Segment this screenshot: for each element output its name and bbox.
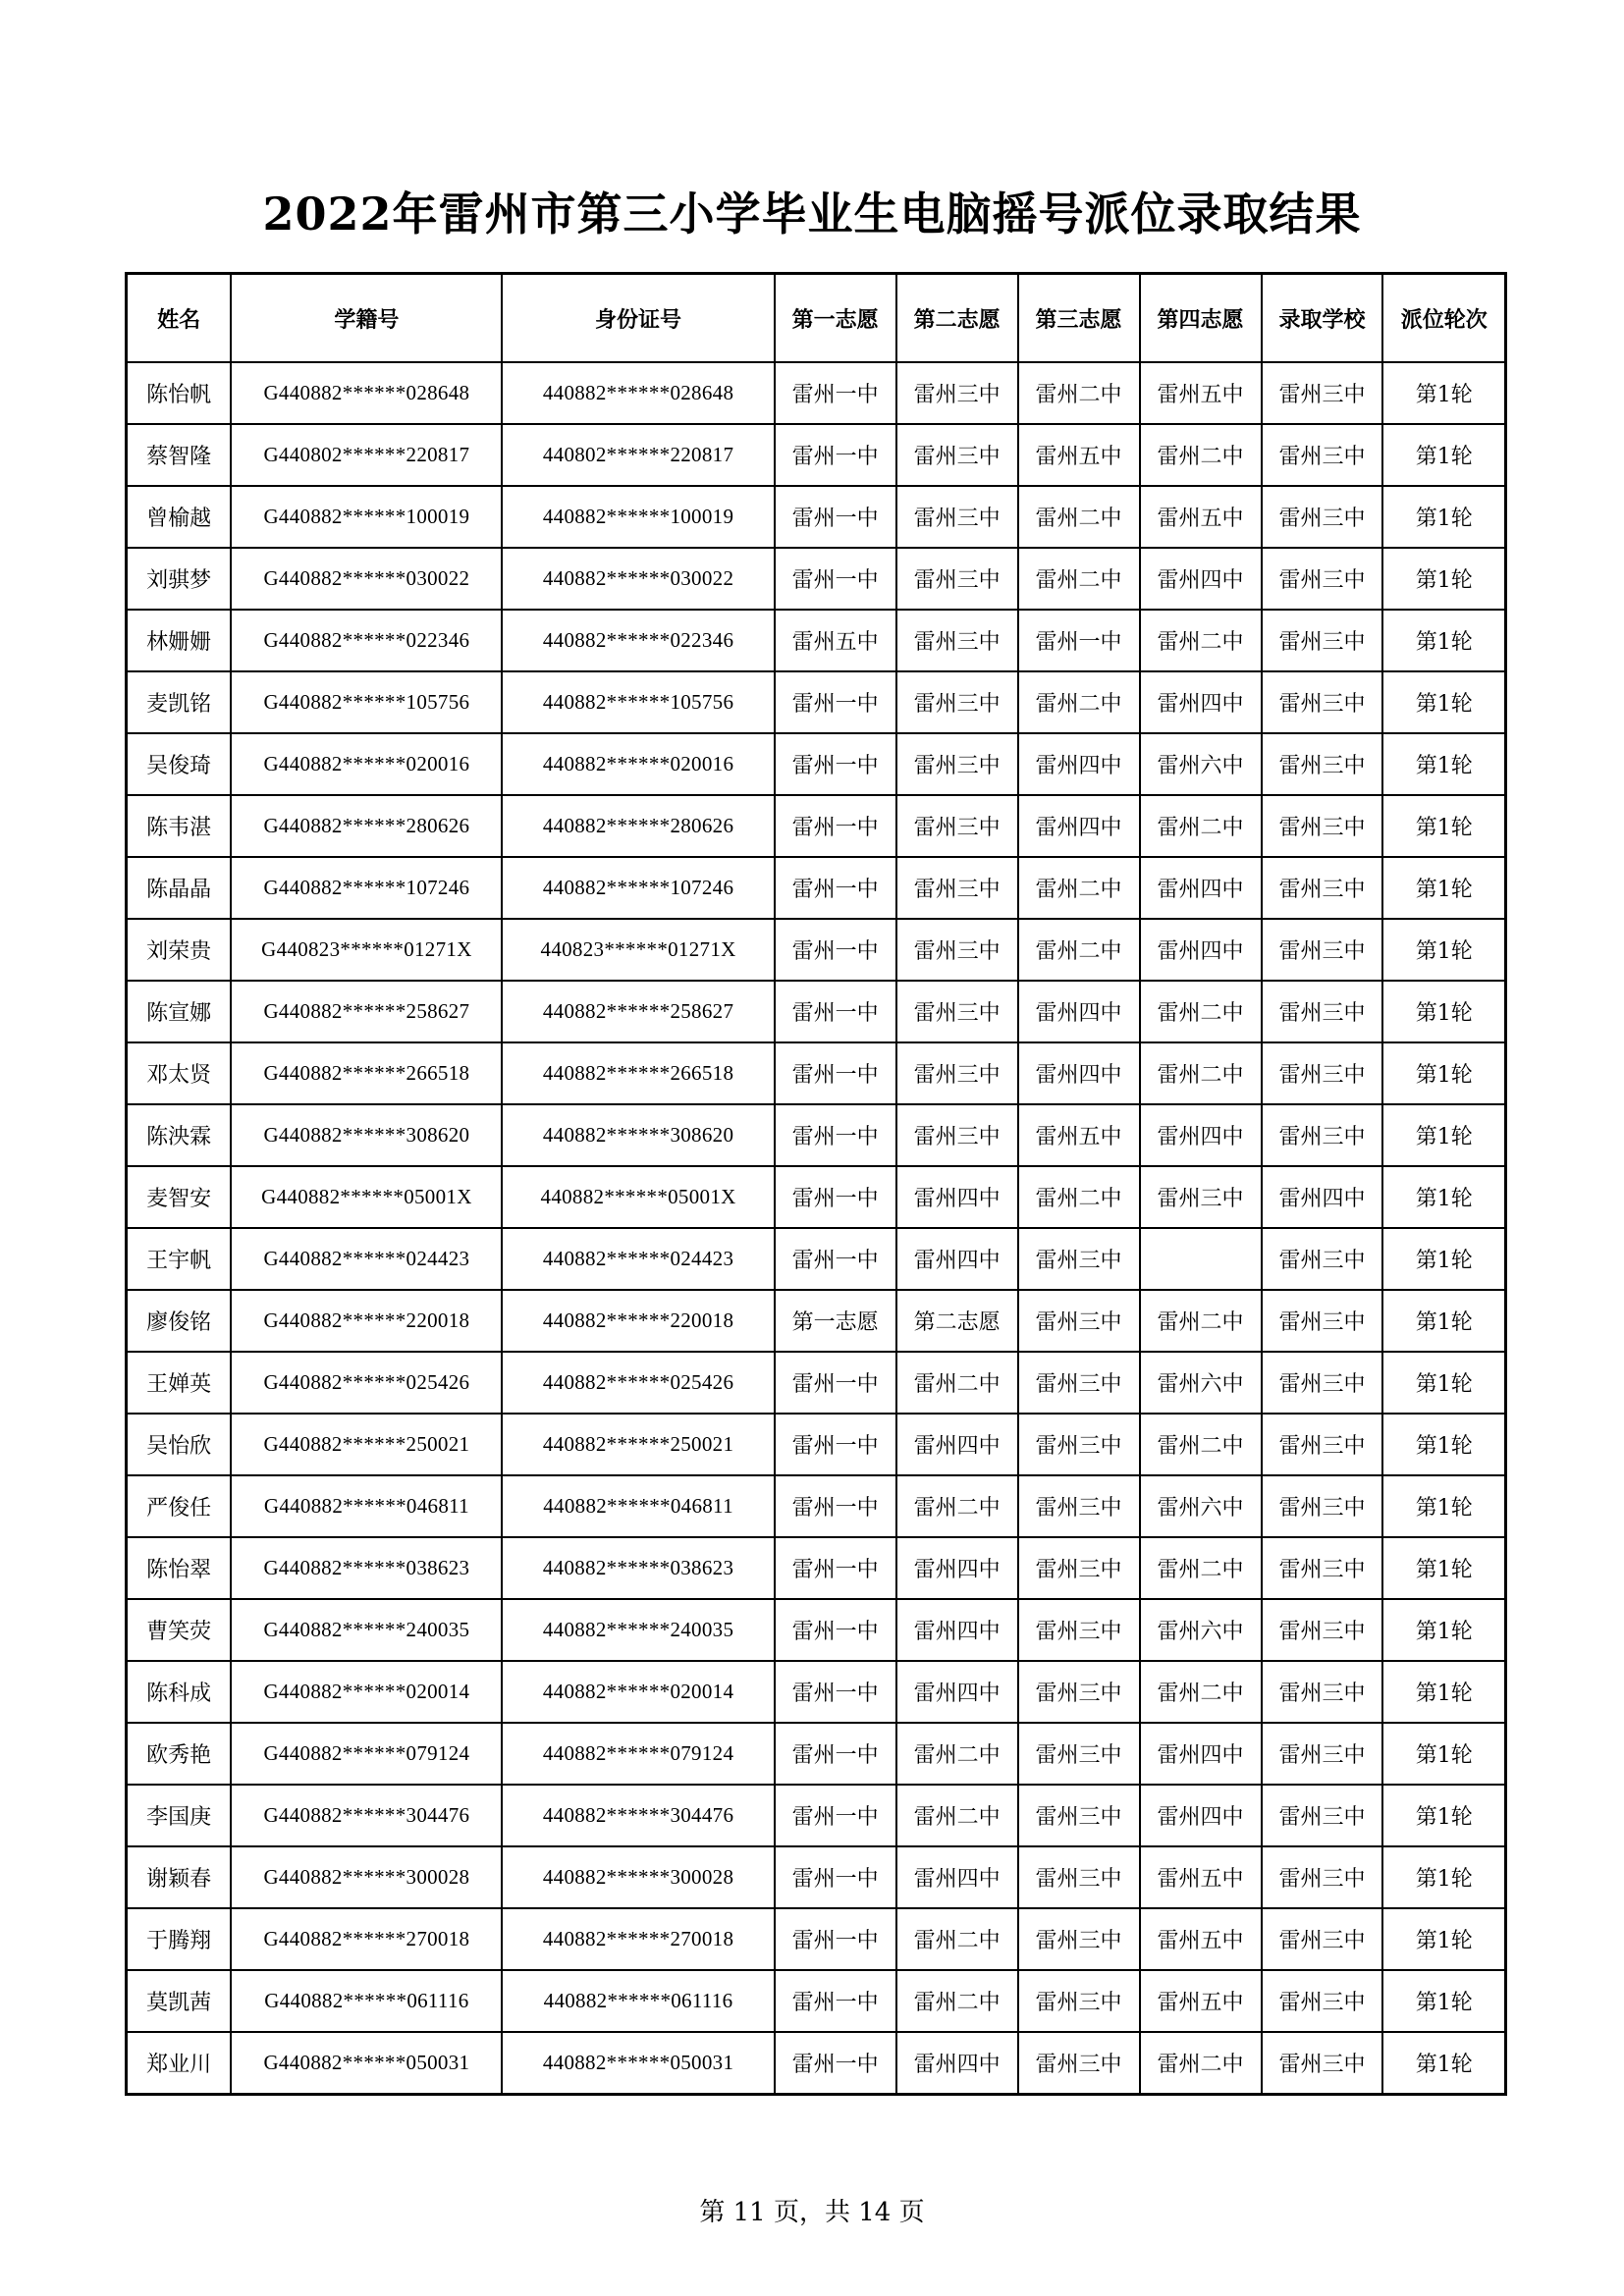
choice-2: 雷州二中 [896,1352,1018,1414]
choice-4: 雷州四中 [1140,857,1262,919]
choice-1: 雷州一中 [775,1352,896,1414]
id-card-number: 440882******250021 [502,1414,774,1475]
choice-2: 雷州三中 [896,548,1018,610]
header-name: 姓名 [127,274,232,363]
round: 第1轮 [1382,1537,1505,1599]
id-card-number: 440882******061116 [502,1970,774,2032]
student-name: 陈宣娜 [127,981,232,1042]
id-card-number: 440882******038623 [502,1537,774,1599]
choice-4: 雷州五中 [1140,1970,1262,2032]
choice-4: 雷州四中 [1140,1104,1262,1166]
choice-3: 雷州二中 [1018,919,1140,981]
choice-2: 雷州四中 [896,2032,1018,2095]
choice-4: 雷州四中 [1140,1723,1262,1785]
student-name: 吴俊琦 [127,733,232,795]
round: 第1轮 [1382,1166,1505,1228]
id-card-number: 440882******05001X [502,1166,774,1228]
round: 第1轮 [1382,1599,1505,1661]
header-round: 派位轮次 [1382,274,1505,363]
choice-2: 雷州三中 [896,919,1018,981]
choice-3: 雷州二中 [1018,671,1140,733]
choice-4: 雷州二中 [1140,795,1262,857]
student-name: 李国庚 [127,1785,232,1846]
admitted-school: 雷州三中 [1262,486,1383,548]
admitted-school: 雷州三中 [1262,1723,1383,1785]
table-row [127,610,1506,671]
student-id: G440882******050031 [231,2032,502,2095]
admitted-school: 雷州三中 [1262,1228,1383,1290]
table-row [127,857,1506,919]
choice-2: 雷州三中 [896,857,1018,919]
choice-4: 雷州五中 [1140,362,1262,424]
student-id: G440882******107246 [231,857,502,919]
choice-4: 雷州二中 [1140,1537,1262,1599]
choice-2: 雷州三中 [896,733,1018,795]
student-name: 曾榆越 [127,486,232,548]
student-name: 麦智安 [127,1166,232,1228]
student-id: G440802******220817 [231,424,502,486]
choice-4: 雷州五中 [1140,1908,1262,1970]
choice-3: 雷州三中 [1018,1475,1140,1537]
choice-1: 第一志愿 [775,1290,896,1352]
round: 第1轮 [1382,1723,1505,1785]
student-name: 麦凯铭 [127,671,232,733]
admitted-school: 雷州三中 [1262,857,1383,919]
student-id: G440882******280626 [231,795,502,857]
admitted-school: 雷州三中 [1262,1846,1383,1908]
choice-3: 雷州三中 [1018,1228,1140,1290]
round: 第1轮 [1382,857,1505,919]
id-card-number: 440882******280626 [502,795,774,857]
choice-3: 雷州四中 [1018,795,1140,857]
student-id: G440882******024423 [231,1228,502,1290]
round: 第1轮 [1382,548,1505,610]
id-card-number: 440882******308620 [502,1104,774,1166]
student-name: 曹笑荧 [127,1599,232,1661]
choice-3: 雷州三中 [1018,1661,1140,1723]
page-footer: 第 11 页，共 14 页 [699,2198,925,2227]
choice-4: 雷州六中 [1140,1352,1262,1414]
student-name: 廖俊铭 [127,1290,232,1352]
student-id: G440882******266518 [231,1042,502,1104]
id-card-number: 440882******020016 [502,733,774,795]
id-card-number: 440882******028648 [502,362,774,424]
choice-1: 雷州一中 [775,919,896,981]
student-name: 严俊任 [127,1475,232,1537]
choice-3: 雷州二中 [1018,1166,1140,1228]
student-id: G440882******105756 [231,671,502,733]
id-card-number: 440882******046811 [502,1475,774,1537]
student-name: 欧秀艳 [127,1723,232,1785]
admitted-school: 雷州三中 [1262,1785,1383,1846]
choice-2: 雷州三中 [896,1042,1018,1104]
choice-3: 雷州二中 [1018,857,1140,919]
student-id: G440882******079124 [231,1723,502,1785]
choice-1: 雷州一中 [775,1785,896,1846]
table-row [127,1475,1506,1537]
header-choice-4: 第四志愿 [1140,274,1262,363]
choice-3: 雷州三中 [1018,1599,1140,1661]
round: 第1轮 [1382,610,1505,671]
table-row [127,1228,1506,1290]
choice-3: 雷州二中 [1018,548,1140,610]
choice-1: 雷州一中 [775,857,896,919]
choice-1: 雷州五中 [775,610,896,671]
table-row [127,795,1506,857]
choice-2: 雷州四中 [896,1537,1018,1599]
student-name: 邓太贤 [127,1042,232,1104]
student-name: 刘骐梦 [127,548,232,610]
table-row [127,1352,1506,1414]
choice-3: 雷州三中 [1018,1970,1140,2032]
id-card-number: 440823******01271X [502,919,774,981]
choice-4: 雷州四中 [1140,548,1262,610]
choice-4: 雷州二中 [1140,1290,1262,1352]
round: 第1轮 [1382,1970,1505,2032]
choice-2: 雷州四中 [896,1599,1018,1661]
choice-1: 雷州一中 [775,1846,896,1908]
choice-2: 雷州三中 [896,1104,1018,1166]
student-id: G440882******308620 [231,1104,502,1166]
choice-3: 雷州三中 [1018,2032,1140,2095]
admitted-school: 雷州三中 [1262,610,1383,671]
id-card-number: 440882******022346 [502,610,774,671]
id-card-number: 440882******100019 [502,486,774,548]
table-row [127,1537,1506,1599]
choice-3: 雷州二中 [1018,486,1140,548]
id-card-number: 440882******030022 [502,548,774,610]
choice-4: 雷州二中 [1140,610,1262,671]
admitted-school: 雷州三中 [1262,1537,1383,1599]
round: 第1轮 [1382,486,1505,548]
choice-1: 雷州一中 [775,1042,896,1104]
header-student-id: 学籍号 [231,274,502,363]
student-name: 王宇帆 [127,1228,232,1290]
student-id: G440882******046811 [231,1475,502,1537]
table-row [127,1104,1506,1166]
choice-2: 雷州三中 [896,362,1018,424]
student-id: G440882******038623 [231,1537,502,1599]
id-card-number: 440882******258627 [502,981,774,1042]
id-card-number: 440882******220018 [502,1290,774,1352]
choice-4: 雷州五中 [1140,486,1262,548]
choice-3: 雷州三中 [1018,1537,1140,1599]
choice-3: 雷州三中 [1018,1352,1140,1414]
choice-2: 雷州三中 [896,424,1018,486]
choice-4: 雷州二中 [1140,981,1262,1042]
admitted-school: 雷州三中 [1262,1290,1383,1352]
choice-1: 雷州一中 [775,1475,896,1537]
choice-4: 雷州四中 [1140,919,1262,981]
round: 第1轮 [1382,671,1505,733]
id-card-number: 440882******050031 [502,2032,774,2095]
student-id: G440882******270018 [231,1908,502,1970]
student-name: 蔡智隆 [127,424,232,486]
round: 第1轮 [1382,981,1505,1042]
id-card-number: 440882******079124 [502,1723,774,1785]
choice-2: 雷州三中 [896,486,1018,548]
choice-4: 雷州三中 [1140,1166,1262,1228]
choice-3: 雷州三中 [1018,1414,1140,1475]
student-name: 吴怡欣 [127,1414,232,1475]
student-id: G440882******030022 [231,548,502,610]
student-id: G440882******258627 [231,981,502,1042]
table-body [127,362,1506,2095]
choice-3: 雷州四中 [1018,981,1140,1042]
id-card-number: 440802******220817 [502,424,774,486]
student-name: 王婵英 [127,1352,232,1414]
round: 第1轮 [1382,795,1505,857]
choice-1: 雷州一中 [775,1970,896,2032]
student-name: 陈晶晶 [127,857,232,919]
page-title: 2022年雷州市第三小学毕业生电脑摇号派位录取结果 [262,187,1362,240]
admitted-school: 雷州三中 [1262,1970,1383,2032]
choice-2: 雷州二中 [896,1785,1018,1846]
choice-3: 雷州五中 [1018,1104,1140,1166]
results-table [125,272,1507,2096]
choice-2: 雷州四中 [896,1228,1018,1290]
choice-1: 雷州一中 [775,981,896,1042]
round: 第1轮 [1382,1290,1505,1352]
table-row [127,1785,1506,1846]
choice-2: 雷州四中 [896,1166,1018,1228]
student-name: 林姗姗 [127,610,232,671]
table-row [127,733,1506,795]
choice-2: 雷州二中 [896,1475,1018,1537]
round: 第1轮 [1382,1475,1505,1537]
round: 第1轮 [1382,733,1505,795]
student-name: 陈怡帆 [127,362,232,424]
id-card-number: 440882******020014 [502,1661,774,1723]
choice-1: 雷州一中 [775,733,896,795]
choice-1: 雷州一中 [775,795,896,857]
choice-1: 雷州一中 [775,486,896,548]
choice-2: 雷州二中 [896,1970,1018,2032]
admitted-school: 雷州三中 [1262,424,1383,486]
student-name: 莫凯茜 [127,1970,232,2032]
student-id: G440823******01271X [231,919,502,981]
round: 第1轮 [1382,1661,1505,1723]
choice-2: 雷州三中 [896,610,1018,671]
choice-1: 雷州一中 [775,1908,896,1970]
admitted-school: 雷州三中 [1262,919,1383,981]
choice-3: 雷州四中 [1018,1042,1140,1104]
student-id: G440882******304476 [231,1785,502,1846]
admitted-school: 雷州三中 [1262,1414,1383,1475]
admitted-school: 雷州三中 [1262,733,1383,795]
table-row [127,424,1506,486]
choice-4: 雷州二中 [1140,1042,1262,1104]
header-admitted-school: 录取学校 [1262,274,1383,363]
student-id: G440882******300028 [231,1846,502,1908]
choice-1: 雷州一中 [775,1228,896,1290]
choice-4: 雷州二中 [1140,1414,1262,1475]
choice-4: 雷州六中 [1140,1599,1262,1661]
table-header-row [127,274,1506,363]
table-row [127,671,1506,733]
admitted-school: 雷州三中 [1262,1475,1383,1537]
round: 第1轮 [1382,1785,1505,1846]
id-card-number: 440882******107246 [502,857,774,919]
table-row [127,1042,1506,1104]
round: 第1轮 [1382,1104,1505,1166]
table-row [127,1723,1506,1785]
student-name: 陈怡翠 [127,1537,232,1599]
student-id: G440882******020016 [231,733,502,795]
table-row [127,1908,1506,1970]
id-card-number: 440882******304476 [502,1785,774,1846]
choice-4: 雷州二中 [1140,424,1262,486]
choice-1: 雷州一中 [775,1723,896,1785]
choice-3: 雷州三中 [1018,1290,1140,1352]
choice-3: 雷州一中 [1018,610,1140,671]
choice-2: 雷州三中 [896,981,1018,1042]
admitted-school: 雷州三中 [1262,548,1383,610]
admitted-school: 雷州三中 [1262,671,1383,733]
admitted-school: 雷州三中 [1262,1908,1383,1970]
table-row [127,362,1506,424]
student-id: G440882******025426 [231,1352,502,1414]
id-card-number: 440882******105756 [502,671,774,733]
choice-2: 雷州二中 [896,1908,1018,1970]
student-id: G440882******100019 [231,486,502,548]
admitted-school: 雷州三中 [1262,1599,1383,1661]
choice-2: 雷州三中 [896,795,1018,857]
table-row [127,981,1506,1042]
choice-2: 第二志愿 [896,1290,1018,1352]
choice-1: 雷州一中 [775,1414,896,1475]
choice-4 [1140,1228,1262,1290]
id-card-number: 440882******024423 [502,1228,774,1290]
id-card-number: 440882******300028 [502,1846,774,1908]
choice-3: 雷州五中 [1018,424,1140,486]
header-id-card: 身份证号 [502,274,774,363]
choice-1: 雷州一中 [775,1537,896,1599]
student-name: 谢颖春 [127,1846,232,1908]
choice-1: 雷州一中 [775,424,896,486]
admitted-school: 雷州三中 [1262,1042,1383,1104]
choice-3: 雷州三中 [1018,1908,1140,1970]
header-choice-2: 第二志愿 [896,274,1018,363]
table-row [127,486,1506,548]
student-id: G440882******250021 [231,1414,502,1475]
table-row [127,1661,1506,1723]
choice-1: 雷州一中 [775,362,896,424]
header-choice-1: 第一志愿 [775,274,896,363]
round: 第1轮 [1382,1042,1505,1104]
student-name: 刘荣贵 [127,919,232,981]
table-row [127,2032,1506,2095]
admitted-school: 雷州三中 [1262,1104,1383,1166]
round: 第1轮 [1382,2032,1505,2095]
round: 第1轮 [1382,424,1505,486]
choice-1: 雷州一中 [775,1166,896,1228]
choice-2: 雷州二中 [896,1723,1018,1785]
round: 第1轮 [1382,1352,1505,1414]
choice-2: 雷州四中 [896,1661,1018,1723]
admitted-school: 雷州三中 [1262,362,1383,424]
round: 第1轮 [1382,1846,1505,1908]
choice-3: 雷州三中 [1018,1785,1140,1846]
id-card-number: 440882******270018 [502,1908,774,1970]
student-name: 陈韦湛 [127,795,232,857]
student-id: G440882******028648 [231,362,502,424]
round: 第1轮 [1382,1414,1505,1475]
student-name: 郑业川 [127,2032,232,2095]
choice-4: 雷州六中 [1140,733,1262,795]
round: 第1轮 [1382,362,1505,424]
choice-1: 雷州一中 [775,1661,896,1723]
admitted-school: 雷州四中 [1262,1166,1383,1228]
table-row [127,548,1506,610]
id-card-number: 440882******240035 [502,1599,774,1661]
table-row [127,1970,1506,2032]
student-id: G440882******022346 [231,610,502,671]
student-id: G440882******061116 [231,1970,502,2032]
choice-3: 雷州四中 [1018,733,1140,795]
student-name: 于腾翔 [127,1908,232,1970]
choice-1: 雷州一中 [775,1599,896,1661]
header-choice-3: 第三志愿 [1018,274,1140,363]
student-id: G440882******240035 [231,1599,502,1661]
choice-4: 雷州六中 [1140,1475,1262,1537]
student-id: G440882******05001X [231,1166,502,1228]
student-id: G440882******020014 [231,1661,502,1723]
choice-2: 雷州三中 [896,671,1018,733]
choice-4: 雷州四中 [1140,671,1262,733]
choice-3: 雷州三中 [1018,1723,1140,1785]
admitted-school: 雷州三中 [1262,1661,1383,1723]
id-card-number: 440882******025426 [502,1352,774,1414]
round: 第1轮 [1382,919,1505,981]
student-name: 陈泱霖 [127,1104,232,1166]
student-id: G440882******220018 [231,1290,502,1352]
table-row [127,1414,1506,1475]
choice-3: 雷州三中 [1018,1846,1140,1908]
table-row [127,919,1506,981]
choice-4: 雷州四中 [1140,1785,1262,1846]
admitted-school: 雷州三中 [1262,795,1383,857]
table-row [127,1599,1506,1661]
choice-3: 雷州二中 [1018,362,1140,424]
id-card-number: 440882******266518 [502,1042,774,1104]
table-row [127,1290,1506,1352]
choice-1: 雷州一中 [775,1104,896,1166]
choice-2: 雷州四中 [896,1414,1018,1475]
choice-4: 雷州二中 [1140,1661,1262,1723]
admitted-school: 雷州三中 [1262,1352,1383,1414]
student-name: 陈科成 [127,1661,232,1723]
admitted-school: 雷州三中 [1262,2032,1383,2095]
table-row [127,1166,1506,1228]
choice-2: 雷州四中 [896,1846,1018,1908]
choice-4: 雷州五中 [1140,1846,1262,1908]
choice-1: 雷州一中 [775,548,896,610]
choice-1: 雷州一中 [775,671,896,733]
table-row [127,1846,1506,1908]
choice-4: 雷州二中 [1140,2032,1262,2095]
round: 第1轮 [1382,1908,1505,1970]
round: 第1轮 [1382,1228,1505,1290]
choice-1: 雷州一中 [775,2032,896,2095]
admitted-school: 雷州三中 [1262,981,1383,1042]
